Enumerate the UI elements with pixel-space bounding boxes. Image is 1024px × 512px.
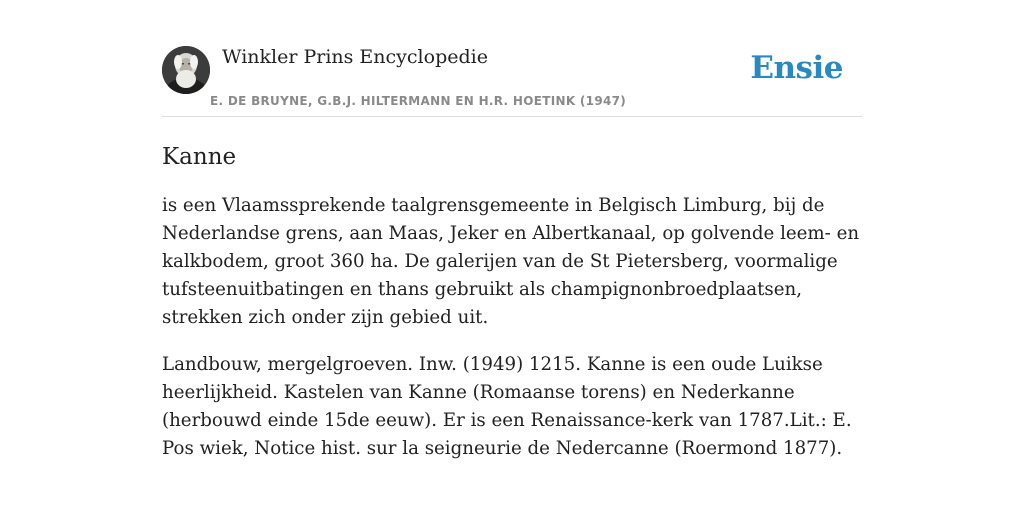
entry-card — [162, 44, 862, 482]
source-header — [162, 44, 862, 117]
source-authors: E. DE BRUYNE, G.B.J. HILTERMANN EN H.R. HOETINK (1947) — [210, 94, 627, 108]
entry-body — [162, 192, 862, 463]
entry-paragraph: Landbouw, mergelgroeven. Inw. (1949) 1215. Kanne is een oude Luikse heerlijkheid. Kastelen van Kanne (Romaanse torens) en Nederkanne (herbouwd einde 15de eeuw). Er is een Renaissance-kerk van 1787.Lit.: E. Pos wiek, Notice hist. sur la seigneurie de Nedercanne (Roermond 1877). — [162, 354, 852, 459]
entry-title: Kanne — [162, 144, 237, 170]
portrait-avatar-icon[interactable] — [162, 46, 210, 94]
source-title[interactable]: Winkler Prins Encyclopedie — [222, 46, 488, 68]
entry-paragraph: is een Vlaamssprekende taalgrensgemeente in Belgisch Limburg, bij de Nederlandse grens, aan Maas, Jeker en Albertkanaal, op golvende leem- en kalkbodem, groot 360 ha. De galerijen van de St Pietersberg, voormalige tufsteenuitbatingen en thans gebruikt als champignonbroedplaatsen, strekken zich onder zijn gebied uit. — [162, 195, 860, 328]
brand-logo[interactable]: Ensie — [750, 50, 843, 86]
